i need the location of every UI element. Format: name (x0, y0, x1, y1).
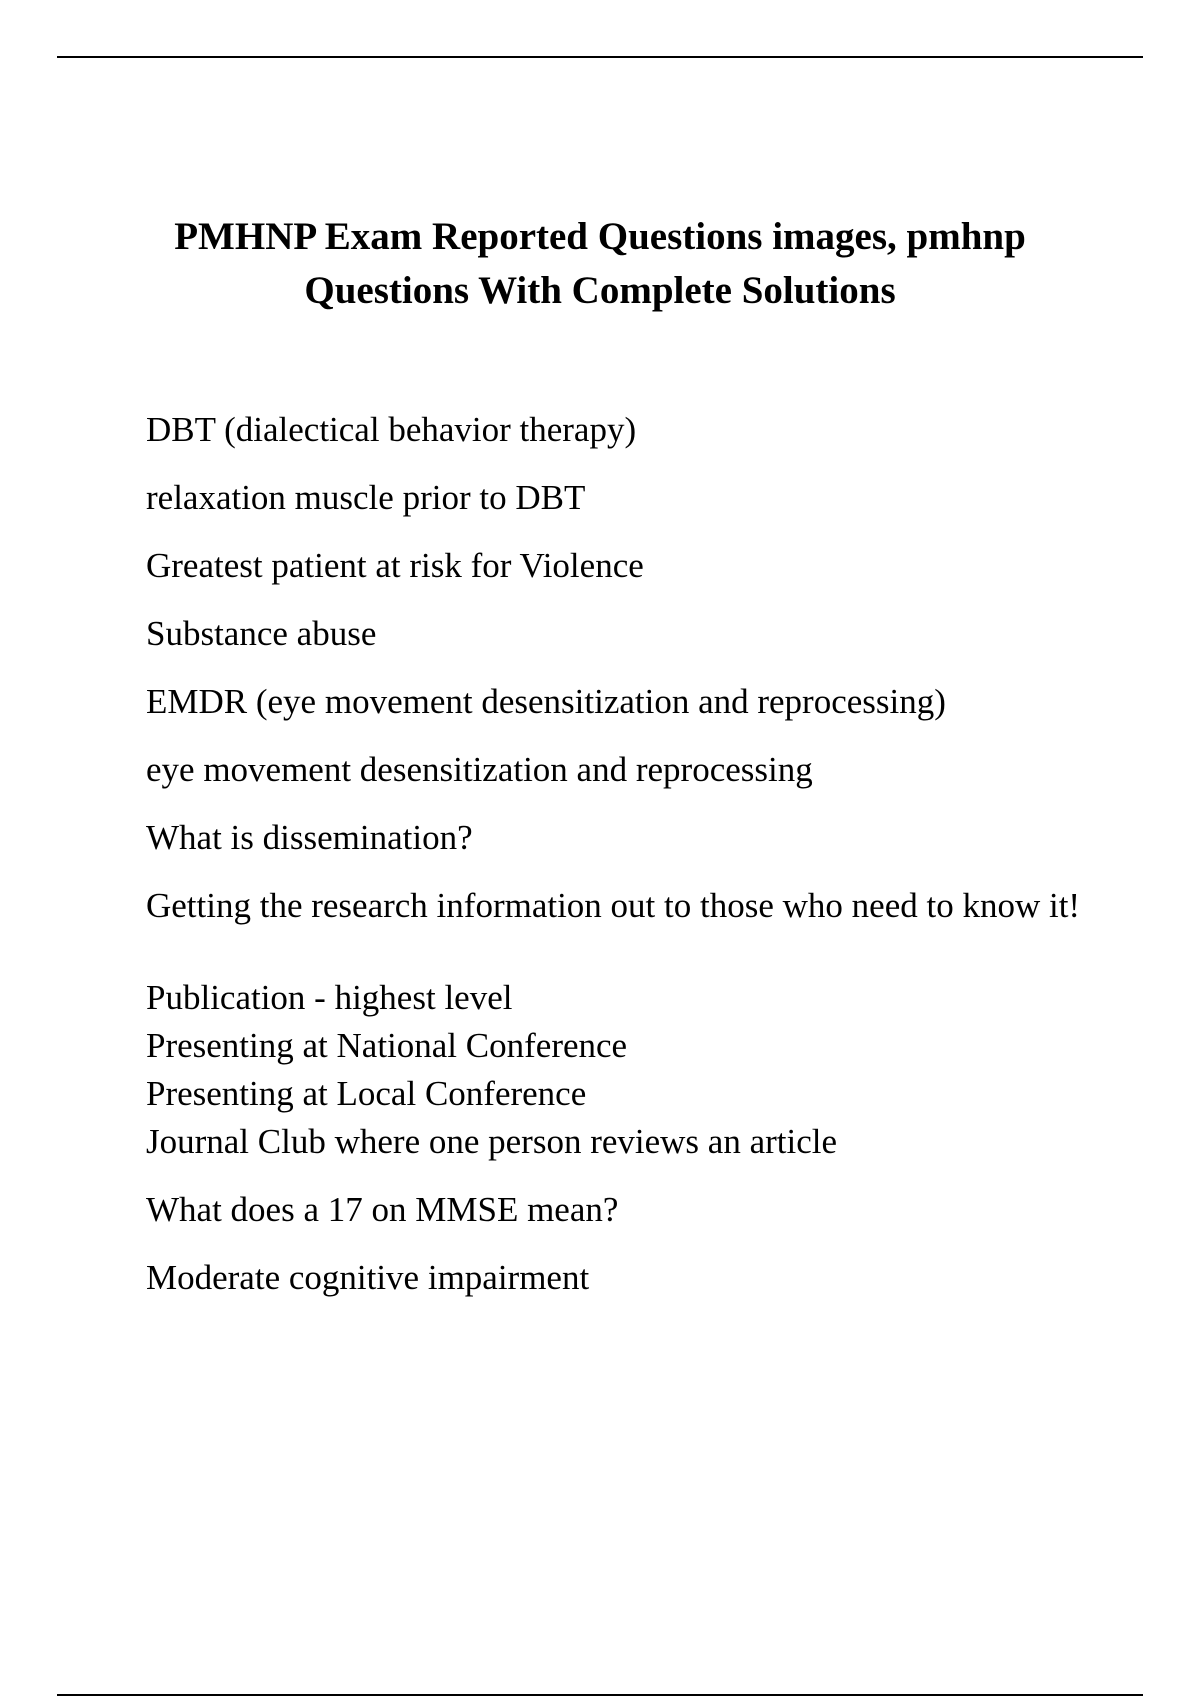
title-line-2: Questions With Complete Solutions (304, 269, 896, 312)
answer-3: eye movement desensitization and reprocessing (146, 750, 813, 789)
document-body (146, 406, 1096, 1322)
top-rule (57, 56, 1143, 58)
dissemination-levels-list (146, 974, 1096, 1166)
answer-1: relaxation muscle prior to DBT (146, 478, 586, 517)
answer-5: Moderate cognitive impairment (146, 1258, 590, 1297)
question-4: What is dissemination? (146, 818, 473, 857)
answer-2: Substance abuse (146, 614, 377, 653)
answer-4: Getting the research information out to those who need to know it! (146, 886, 1081, 925)
question-3: EMDR (eye movement desensitization and reprocessing) (146, 682, 946, 721)
list-item: Publication - highest level (146, 978, 513, 1017)
bottom-rule (57, 1694, 1143, 1696)
list-item: Journal Club where one person reviews an article (146, 1122, 838, 1161)
question-5: What does a 17 on MMSE mean? (146, 1190, 619, 1229)
list-item: Presenting at Local Conference (146, 1074, 587, 1113)
title-line-1: PMHNP Exam Reported Questions images, pmhnp (174, 215, 1026, 258)
document-title (120, 210, 1080, 318)
question-1: DBT (dialectical behavior therapy) (146, 410, 637, 449)
list-item: Presenting at National Conference (146, 1026, 628, 1065)
question-2: Greatest patient at risk for Violence (146, 546, 644, 585)
